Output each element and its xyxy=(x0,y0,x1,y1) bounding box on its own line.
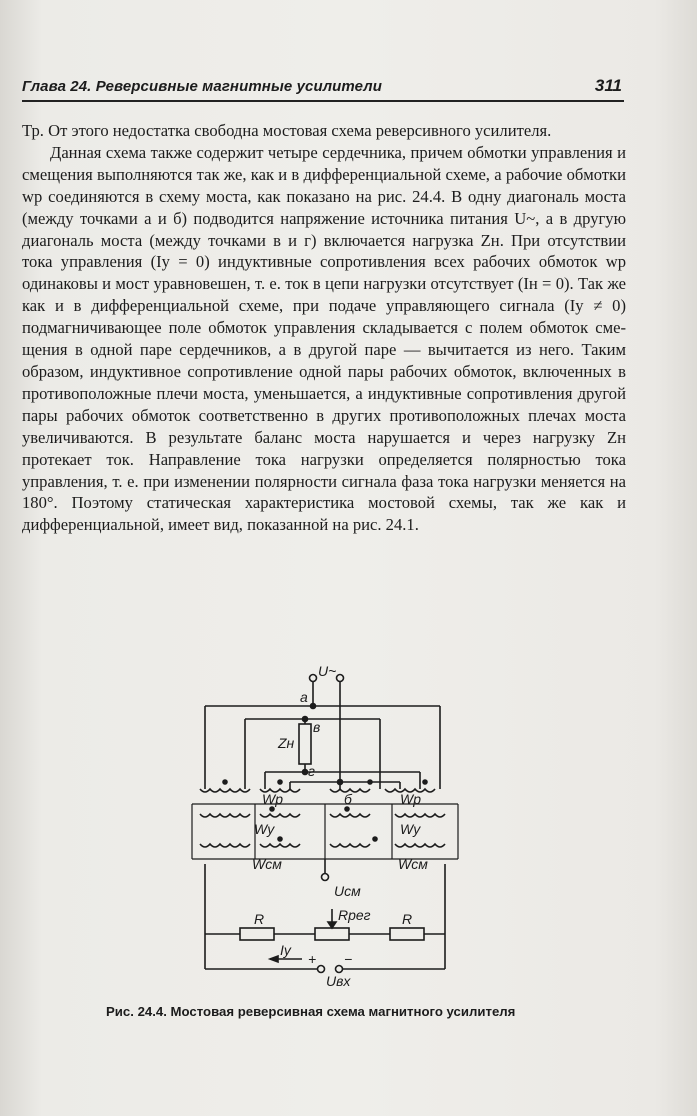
circuit-diagram xyxy=(180,664,470,994)
label-point-v: в xyxy=(313,719,321,735)
ucm-terminal xyxy=(322,874,329,881)
label-point-g: г xyxy=(308,763,315,779)
resistor-r-right xyxy=(390,928,424,940)
running-header xyxy=(22,76,624,102)
label-wy-left: Wу xyxy=(254,821,275,837)
label-wy-right: Wу xyxy=(400,821,421,837)
body-text xyxy=(22,120,626,536)
wcm-right-coil-1 xyxy=(330,844,370,847)
uvx-terminal-plus xyxy=(318,966,325,973)
figure-caption: Рис. 24.4. Мостовая реверсивная схема магнитного усилителя xyxy=(106,1004,516,1019)
supply-terminal-1 xyxy=(310,675,317,682)
label-supply: U~ xyxy=(318,664,337,679)
paragraph-main: Данная схема также содержит четыре сердечника, причем обмотки управления и смещения выполняются так же, как и в дифференциальной схеме, а рабочие обмотки wр соединяются в схему моста, как показано на рис. 24.4. В одну диагональ моста (между точками а и б) подводится напряжение источника питания U~, а в другую диагональ моста (между точками в и г) включается нагрузка Zн. При отсутствии тока управления (Iу = 0) индуктивные сопротивления всех рабочих обмоток wр одинаковы и мост уравновешен, т. е. ток в цепи нагрузки отсутствует (Iн = 0). Так же как и в дифференциальной схеме, при подаче управляющего сигнала (Iу ≠ 0) подмагничивающее поле обмоток управления складывается с полем обмоток смещения в одной паре сердечников, а в другой паре — вычитается из него. Таким образом, индуктивное сопротивление одной пары рабочих обмоток, включенных в противоположные плечи моста, уменьшается, а индуктивные сопротивления другой пары рабочих обмоток соответственно в других противоположных плечах моста увеличиваются. В результате баланс моста нарушается и через нагрузку Zн протекает ток. Направление тока нагрузки определяется полярностью тока управления, т. е. при изменении полярности сигнала фаза тока нагрузки меняется на 180°. Поэтому статическая характеристика мостовой схемы, так же как и дифференциальной, имеет вид, показанной на рис. 24.1. xyxy=(22,142,626,535)
label-minus: − xyxy=(344,951,353,967)
label-point-a: а xyxy=(300,689,308,705)
label-r-right: R xyxy=(402,911,413,927)
label-ucm: Uсм xyxy=(334,883,361,899)
uvx-terminal-minus xyxy=(336,966,343,973)
wcm-left-coil-2 xyxy=(260,844,300,847)
chapter-title: Глава 24. Реверсивные магнитные усилители xyxy=(22,78,382,95)
label-plus: + xyxy=(308,951,317,967)
resistor-r-left xyxy=(240,928,274,940)
wcm-left-coil-1 xyxy=(200,844,250,847)
label-point-b: б xyxy=(344,791,352,807)
label-wp-left: Wр xyxy=(262,791,283,807)
wy-left-coil-1 xyxy=(200,814,250,817)
resistor-r-reg xyxy=(315,928,349,940)
label-r-reg: Rрег xyxy=(338,907,371,923)
label-wp-right: Wр xyxy=(400,791,421,807)
supply-terminal-2 xyxy=(337,675,344,682)
label-iy: Iу xyxy=(280,942,291,958)
wy-right-coil-1 xyxy=(330,814,370,817)
wy-right-coil-2 xyxy=(395,814,445,817)
wcm-right-coil-2 xyxy=(395,844,445,847)
load-resistor xyxy=(299,724,311,764)
paragraph-continuation: Тр. От этого недостатка свободна мостовая схема реверсивного усилителя. xyxy=(22,121,552,140)
label-wcm-right: Wсм xyxy=(398,856,428,872)
wp-left-coil-1 xyxy=(200,789,250,792)
page-number: 311 xyxy=(594,76,622,95)
wy-left-coil-2 xyxy=(260,814,300,817)
label-uvx: Uвх xyxy=(326,973,351,989)
label-wcm-left: Wсм xyxy=(252,856,282,872)
label-r-left: R xyxy=(254,911,265,927)
label-load: Zн xyxy=(278,735,295,751)
